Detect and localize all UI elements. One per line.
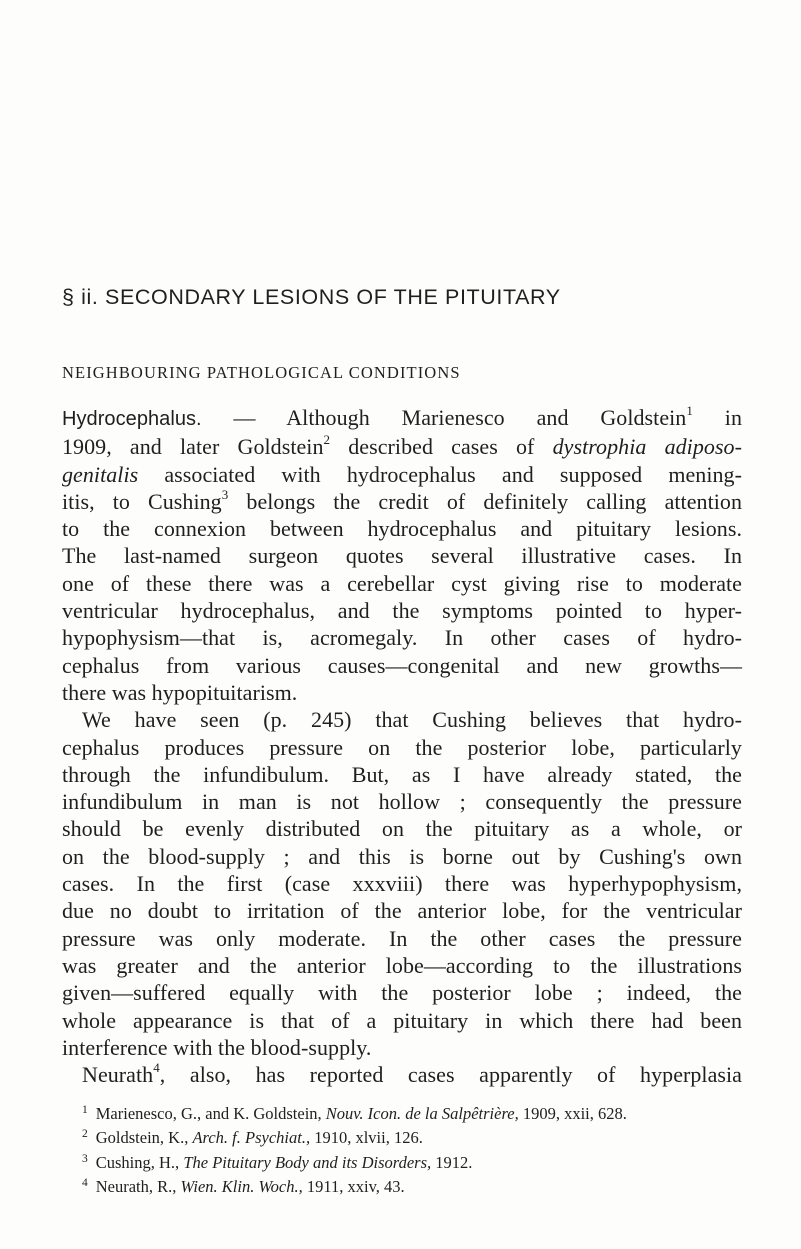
text-span: in (692, 405, 742, 430)
footnote-number: 2 (82, 1128, 88, 1141)
text-line (62, 404, 742, 433)
text-span: , also, has reported cases apparently of hyperplasia (159, 1062, 742, 1088)
footnote-ref-1: 1 (686, 402, 693, 418)
footnote-text: 1911, xxiv, 43. (302, 1176, 405, 1196)
text-span: 1909, and later Goldstein (62, 434, 324, 460)
footnote-ref-2: 2 (323, 431, 331, 447)
text-line: We have seen (p. 245) that Cushing believes that hydro- (82, 707, 742, 733)
text-line: due no doubt to irritation of the anterior lobe, for the ventricular (62, 898, 742, 924)
text-line: whole appearance is that of a pituitary in which there had been (62, 1007, 742, 1033)
footnote-3 (62, 1152, 762, 1176)
text-span: described cases of (330, 434, 553, 460)
footnote-title: Arch. f. Psychiat., (192, 1128, 311, 1148)
text-line: hypophysism—that is, acromegaly. In other cases of hydro- (62, 625, 742, 651)
footnote-text: 1909, xxii, 628. (518, 1104, 627, 1123)
text-line: pressure was only moderate. In the other cases the pressure (62, 925, 742, 951)
run-in-heading: Hydrocephalus. (62, 408, 202, 430)
text-line (62, 1061, 742, 1088)
text-line: cephalus from various causes—congenital and new growths— (62, 652, 742, 678)
footnote-ref-3: 3 (221, 486, 229, 502)
paragraph-cushing-pressure (62, 706, 742, 1061)
text-span: belongs the credit of definitely calling attention (228, 488, 743, 514)
text-line: there was hypopituitarism. (62, 679, 298, 705)
text-line (62, 488, 742, 515)
text-line (62, 461, 742, 488)
footnote-number: 4 (82, 1176, 88, 1189)
text-line: cephalus produces pressure on the posterior lobe, particularly (62, 734, 742, 760)
text-line: The last-named surgeon quotes several illustrative cases. In (62, 543, 742, 569)
footnote-text: Cushing, H., (95, 1152, 184, 1172)
text-line: on the blood-supply ; and this is borne out by Cushing's own (62, 843, 742, 869)
text-line: through the infundibulum. But, as I have already stated, the (62, 761, 742, 787)
text-line: was greater and the anterior lobe—according to the illustrations (62, 952, 742, 978)
text-line: infundibulum in man is not hollow ; consequently the pressure (62, 789, 742, 815)
footnote-number: 1 (82, 1104, 88, 1116)
text-line: one of these there was a cerebellar cyst giving rise to moderate (62, 570, 742, 596)
footnote-text: Goldstein, K., (95, 1128, 193, 1148)
text-span: — Although Marienesco and Goldstein (201, 405, 687, 430)
footnote-title: Nouv. Icon. de la Salpêtrière, (325, 1104, 519, 1123)
text-span: Neurath (82, 1062, 154, 1088)
body-text (62, 404, 742, 1088)
text-line: given—suffered equally with the posterior lobe ; indeed, the (62, 980, 742, 1006)
footnote-1 (62, 1103, 762, 1127)
footnote-4 (62, 1176, 762, 1200)
footnote-title: Wien. Klin. Woch., (180, 1176, 303, 1196)
footnote-title: The Pituitary Body and its Disorders, (183, 1152, 432, 1172)
text-line: to the connexion between hydrocephalus and pituitary lesions. (62, 516, 742, 542)
italic-term: genitalis (62, 461, 139, 487)
section-heading: § ii. SECONDARY LESIONS OF THE PITUITARY (62, 285, 561, 309)
paragraph-neurath (62, 1061, 742, 1088)
text-line: interference with the blood-supply. (62, 1034, 372, 1060)
paragraph-hydrocephalus (62, 404, 742, 706)
text-line: should be evenly distributed on the pituitary as a whole, or (62, 816, 742, 842)
footnote-text: Neurath, R., (95, 1176, 181, 1196)
footnote-text: Marienesco, G., and K. Goldstein, (95, 1104, 326, 1123)
text-span: associated with hydrocephalus and supposed mening- (138, 461, 742, 487)
italic-term: dystrophia adiposo- (552, 434, 742, 460)
text-line (62, 433, 742, 460)
footnote-number: 3 (82, 1152, 88, 1165)
footnote-ref-4: 4 (153, 1059, 160, 1075)
text-line: ventricular hydrocephalus, and the symptoms pointed to hyper- (62, 598, 742, 624)
footnote-text: 1910, xlvii, 126. (310, 1128, 423, 1148)
footnote-2 (62, 1127, 762, 1151)
footnote-text: 1912. (431, 1152, 473, 1172)
sub-heading: NEIGHBOURING PATHOLOGICAL CONDITIONS (62, 363, 461, 382)
text-line: cases. In the first (case xxxviii) there was hyperhypophysism, (62, 871, 742, 897)
text-span: itis, to Cushing (62, 488, 222, 514)
footnotes (62, 1103, 762, 1200)
